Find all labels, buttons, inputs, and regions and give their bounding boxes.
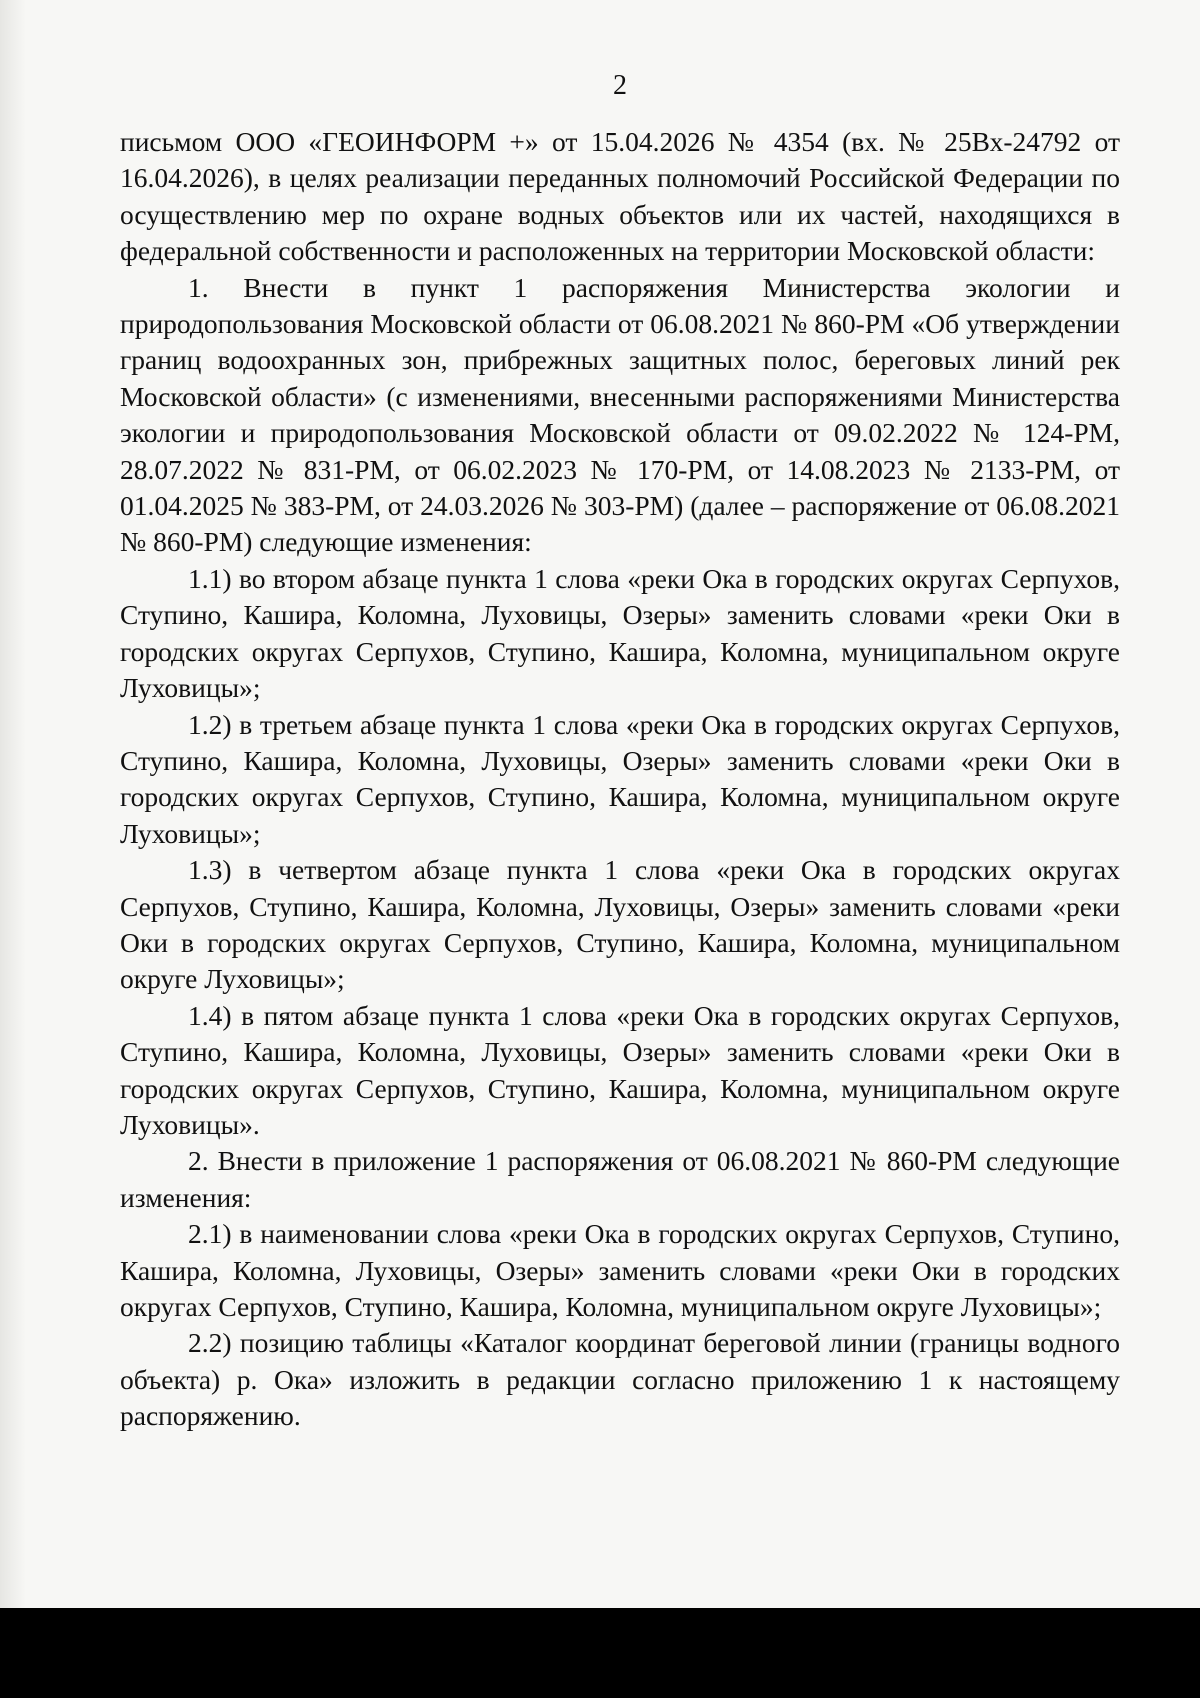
- paragraph-item-1-4: 1.4) в пятом абзаце пункта 1 слова «реки Ока в городских округах Серпухов, Ступино, Кашира, Коломна, Луховицы, Озеры» заменить словами «реки Оки в городских округах Серпухов, Ступино, Кашира, Коломна, муниципальном округе Луховицы».: [120, 999, 1120, 1140]
- paragraph-item-1-3: 1.3) в четвертом абзаце пункта 1 слова «реки Ока в городских округах Серпухов, Ступино, Кашира, Коломна, Луховицы, Озеры» заменить словами «реки Оки в городских округах Серпухов, Ступино, Кашира, Коломна, муниципальном округе Луховицы»;: [120, 854, 1120, 995]
- page-number: 2: [613, 70, 627, 101]
- paragraph-preamble: письмом ООО «ГЕОИНФОРМ +» от 15.04.2026 № 4354 (вх. № 25Вх-24792 от 16.04.2026), в целях реализации переданных полномочий Российской Федерации по осуществлению мер по охране водных объектов или их частей, находящихся в федеральной собственности и расположенных на территории Московской области:: [120, 126, 1120, 267]
- paragraph-item-2: 2. Внести в приложение 1 распоряжения от 06.08.2021 № 860-РМ следующие изменения:: [120, 1145, 1120, 1213]
- paragraph-item-2-2: 2.2) позицию таблицы «Каталог координат береговой линии (границы водного объекта) р. Ока» изложить в редакции согласно приложению 1 к настоящему распоряжению.: [120, 1327, 1120, 1432]
- scan-edge: [0, 0, 26, 1698]
- document-body: [120, 124, 1120, 1435]
- paragraph-item-2-1: 2.1) в наименовании слова «реки Ока в городских округах Серпухов, Ступино, Кашира, Коломна, Луховицы, Озеры» заменить словами «реки Оки в городских округах Серпухов, Ступино, Кашира, Коломна, муниципальном округе Луховицы»;: [120, 1218, 1120, 1322]
- paragraph-item-1: 1. Внести в пункт 1 распоряжения Министерства экологии и природопользования Московской области от 06.08.2021 № 860-РМ «Об утверждении границ водоохранных зон, прибрежных защитных полос, береговых линий рек Московской области» (с изменениями, внесенными распоряжениями Министерства экологии и природопользования Московской области от 09.02.2022 № 124-РМ, 28.07.2022 № 831-РМ, от 06.02.2023 № 170-РМ, от 14.08.2023 № 2133-РМ, от 01.04.2025 № 383-РМ, от 24.03.2026 № 303-РМ) (далее – распоряжение от 06.08.2021 № 860-РМ) следующие изменения:: [120, 271, 1120, 558]
- paragraph-item-1-2: 1.2) в третьем абзаце пункта 1 слова «реки Ока в городских округах Серпухов, Ступино, Кашира, Коломна, Луховицы, Озеры» заменить словами «реки Оки в городских округах Серпухов, Ступино, Кашира, Коломна, муниципальном округе Луховицы»;: [120, 708, 1120, 849]
- scan-bottom-border: [0, 1608, 1200, 1698]
- paragraph-item-1-1: 1.1) во втором абзаце пункта 1 слова «реки Ока в городских округах Серпухов, Ступино, Кашира, Коломна, Луховицы, Озеры» заменить словами «реки Оки в городских округах Серпухов, Ступино, Кашира, Коломна, муниципальном округе Луховицы»;: [120, 562, 1120, 704]
